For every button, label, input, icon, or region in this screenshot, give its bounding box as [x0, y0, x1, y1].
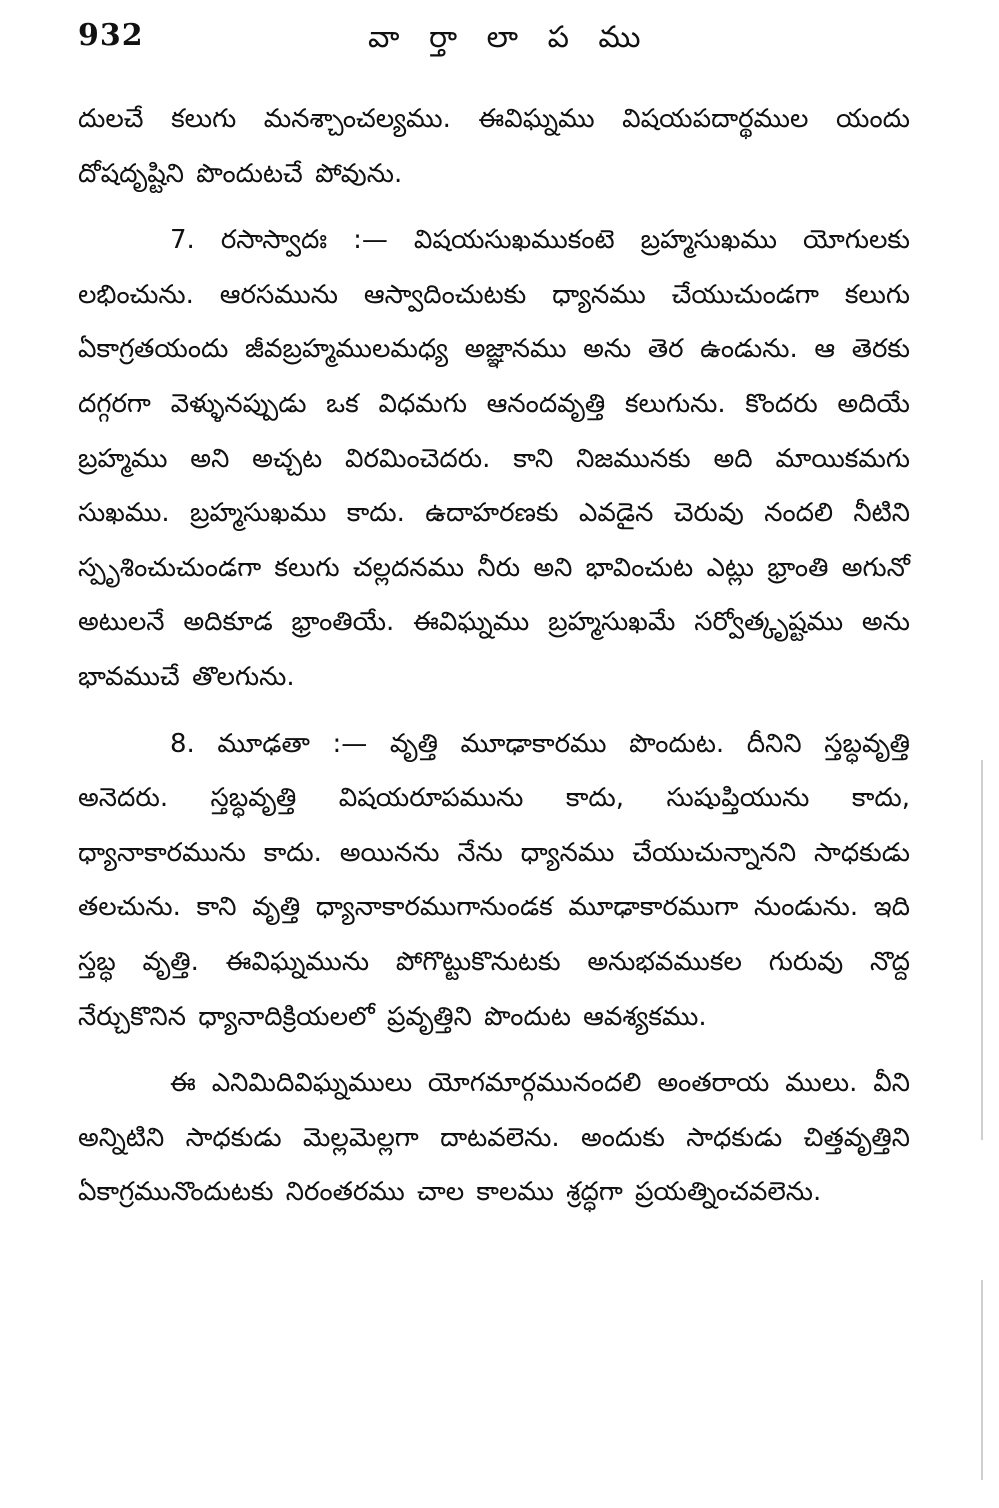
paragraph-conclusion: ఈ ఎనిమిదివిఘ్నములు యోగమార్గమునందలి అంతరాయ ములు. వీని అన్నిటిని సాధకుడు మెల్లమెల్లగా దాటవలెను. అందుకు సాధకుడు చిత్తవృత్తిని ఏకాగ్రమునొందుటకు నిరంతరము చాల కాలము శ్రద్ధగా ప్రయత్నించవలెను. [78, 1068, 910, 1208]
scan-edge-mark [981, 1280, 983, 1480]
body-text [78, 92, 910, 1220]
scan-edge-mark [981, 760, 983, 1140]
paragraph-rasasvada: 7. రసాస్వాదః :— విషయసుఖముకంటె బ్రహ్మసుఖము యోగులకు లభించును. ఆరసమును ఆస్వాదించుటకు ధ్యానము చేయుచుండగా కలుగు ఏకాగ్రతయందు జీవబ్రహ్మములమధ్య అజ్ఞానము అను తెర ఉండును. ఆ తెరకు దగ్గరగా వెళ్ళునప్పుడు ఒక విధమగు ఆనందవృత్తి కలుగును. కొందరు అదియే బ్రహ్మము అని అచ్చట విరమించెదరు. కాని నిజమునకు అది మాయికమగు సుఖము. బ్రహ్మసుఖము కాదు. ఉదాహరణకు ఎవడైన చెరువు నందలి నీటిని స్పృశించుచుండగా కలుగు చల్లదనము నీరు అని భావించుట ఎట్లు భ్రాంతి అగునో అటులనే అదికూడ భ్రాంతియే. ఈవిఘ్నము బ్రహ్మసుఖమే సర్వోత్కృష్టము అను భావముచే తొలగును. [78, 225, 910, 692]
paragraph-mudhata: 8. మూఢతా :— వృత్తి మూఢాకారము పొందుట. దీనిని స్తబ్ధవృత్తి అనెదరు. స్తబ్ధవృత్తి విషయరూపమును కాదు, సుషుప్తియును కాదు, ధ్యానాకారమును కాదు. అయినను నేను ధ్యానము చేయుచున్నానని సాధకుడు తలచును. కాని వృత్తి ధ్యానాకారముగానుండక మూఢాకారముగా నుండును. ఇది స్తబ్ధ వృత్తి. ఈవిఘ్నమును పోగొట్టుకొనుటకు అనుభవముకల గురువు నొద్ద నేర్చుకొనిన ధ్యానాదిక్రియలలో ప్రవృత్తిని పొందుట ఆవశ్యకము. [78, 728, 910, 1032]
page-number: 932 [78, 18, 144, 53]
page-header [78, 14, 918, 64]
running-title: వా ర్తా లా ప ము [368, 20, 651, 55]
paragraph-continuation: దులచే కలుగు మనశ్చాంచల్యము. ఈవిఘ్నము విషయపదార్థముల యందు దోషదృష్టిని పొందుటచే పోవును. [78, 104, 910, 189]
